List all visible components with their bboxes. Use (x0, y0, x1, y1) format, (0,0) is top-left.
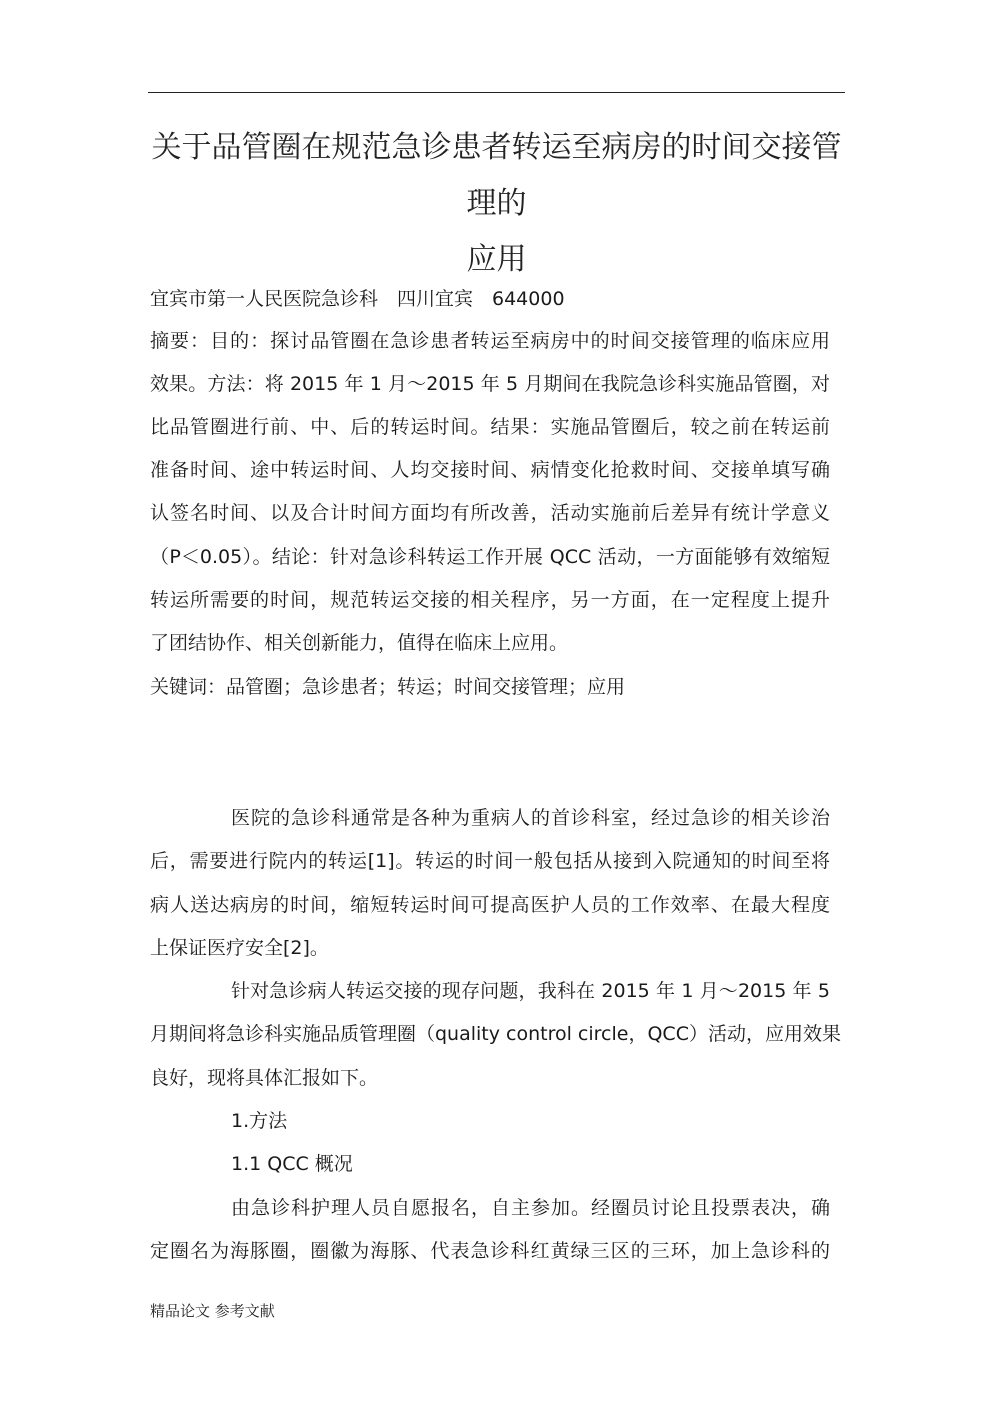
paper-title-line-1: 关于品管圈在规范急诊患者转运至病房的时间交接管理的 (151, 130, 842, 221)
abstract-line: 效果。方法：将 2015 年 1 月～2015 年 5 月期间在我院急诊科实施品管圈，对 (150, 373, 830, 395)
body-paragraph-line: 医院的急诊科通常是各种为重病人的首诊科室，经过急诊的相关诊治 (231, 807, 830, 829)
body-paragraph-line: 定圈名为海豚圈，圈徽为海豚、代表急诊科红黄绿三区的三环，加上急诊科的 (150, 1240, 830, 1262)
subsection-heading-qcc: 1.1 QCC 概况 (231, 1153, 353, 1175)
body-paragraph-line: 后，需要进行院内的转运[1]。转运的时间一般包括从接到入院通知的时间至将 (150, 850, 830, 872)
body-paragraph-line: 良好，现将具体汇报如下。 (150, 1067, 379, 1089)
body-paragraph-line: 月期间将急诊科实施品质管理圈（quality control circle，QCC）活动，应用效果 (150, 1023, 841, 1045)
abstract-line: 比品管圈进行前、中、后的转运时间。结果：实施品管圈后，较之前在转运前 (150, 416, 830, 438)
abstract-line: 摘要：目的：探讨品管圈在急诊患者转运至病房中的时间交接管理的临床应用 (150, 330, 830, 352)
author-affiliation: 宜宾市第一人民医院急诊科 四川宜宾 644000 (150, 288, 565, 310)
body-paragraph-line: 上保证医疗安全[2]。 (150, 937, 329, 959)
page-footer: 精品论文 参考文献 (150, 1302, 275, 1320)
abstract-line: 转运所需要的时间，规范转运交接的相关程序，另一方面，在一定程度上提升 (150, 589, 830, 611)
header-rule (148, 92, 845, 93)
paper-title-line-2: 应用 (466, 242, 527, 277)
abstract-line: 认签名时间、以及合计时间方面均有所改善，活动实施前后差异有统计学意义 (150, 502, 830, 524)
body-paragraph-line: 由急诊科护理人员自愿报名，自主参加。经圈员讨论且投票表决，确 (231, 1197, 830, 1219)
abstract-line: （P＜0.05）。结论：针对急诊科转运工作开展 QCC 活动，一方面能够有效缩短 (150, 546, 830, 568)
paper-title (148, 120, 845, 288)
abstract-line: 了团结协作、相关创新能力，值得在临床上应用。 (150, 632, 569, 654)
keywords: 关键词：品管圈；急诊患者；转运；时间交接管理；应用 (150, 676, 626, 698)
body-paragraph-line: 病人送达病房的时间，缩短转运时间可提高医护人员的工作效率、在最大程度 (150, 894, 830, 916)
abstract-line: 准备时间、途中转运时间、人均交接时间、病情变化抢救时间、交接单填写确 (150, 459, 830, 481)
body-paragraph-line: 针对急诊病人转运交接的现存问题，我科在 2015 年 1 月～2015 年 5 (231, 980, 830, 1002)
section-heading-method: 1.方法 (231, 1110, 288, 1132)
